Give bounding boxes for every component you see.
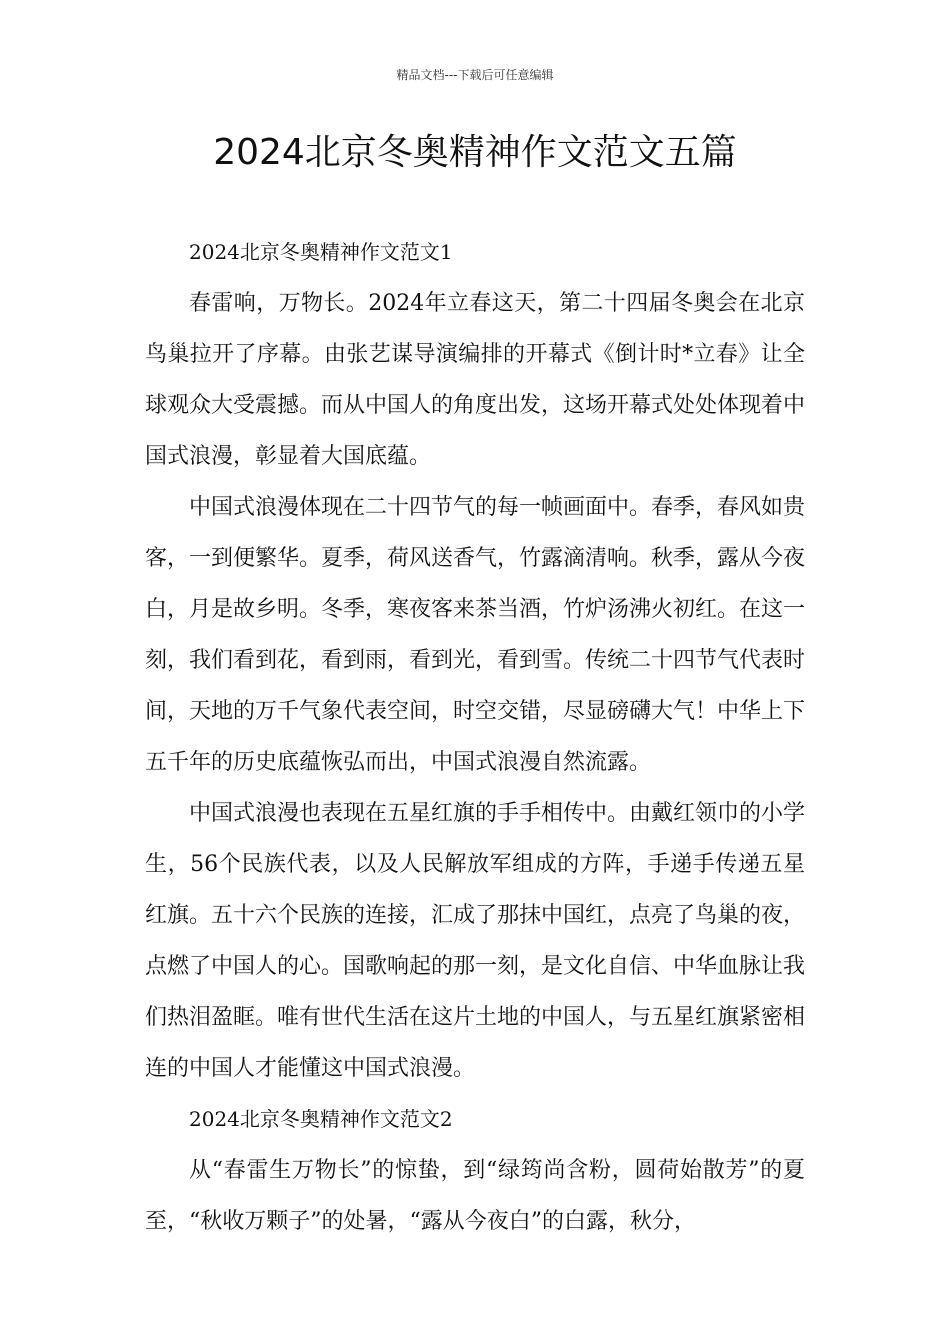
section-heading-2: 2024北京冬奥精神作文范文2 [189, 1107, 453, 1131]
header-note: 精品文档---下载后可任意编辑 [396, 68, 554, 82]
paragraph: 从“春雷生万物长”的惊蛰，到“绿筠尚含粉，圆荷始散芳”的夏至，“秋收万颗子”的处暑，“露从今夜白”的白露，秋分， [145, 1158, 805, 1234]
paragraph: 春雷响，万物长。2024年立春这天，第二十四届冬奥会在北京鸟巢拉开了序幕。由张艺谋导演编排的开幕式《倒计时*立春》让全球观众大受震撼。而从中国人的角度出发，这场开幕式处处体现着中国式浪漫，彰显着大国底蕴。 [145, 291, 806, 469]
document-title: 2024北京冬奥精神作文范文五篇 [213, 132, 737, 173]
paragraph: 中国式浪漫也表现在五星红旗的手手相传中。由戴红领巾的小学生，56个民族代表，以及人民解放军组成的方阵，手递手传递五星红旗。五十六个民族的连接，汇成了那抹中国红，点亮了鸟巢的夜，点燃了中国人的心。国歌响起的那一刻，是文化自信、中华血脉让我们热泪盈眶。唯有世代生活在这片土地的中国人，与五星红旗紧密相连的中国人才能懂这中国式浪漫。 [145, 801, 806, 1081]
section-heading-1: 2024北京冬奥精神作文范文1 [189, 240, 453, 264]
paragraph: 中国式浪漫体现在二十四节气的每一帧画面中。春季，春风如贵客，一到便繁华。夏季，荷风送香气，竹露滴清响。秋季，露从今夜白，月是故乡明。冬季，寒夜客来茶当酒，竹炉汤沸火初红。在这一刻，我们看到花，看到雨，看到光，看到雪。传统二十四节气代表时间，天地的万千气象代表空间，时空交错，尽显磅礴大气！中华上下五千年的历史底蕴恢弘而出，中国式浪漫自然流露。 [145, 495, 806, 775]
document-body [145, 227, 805, 1247]
